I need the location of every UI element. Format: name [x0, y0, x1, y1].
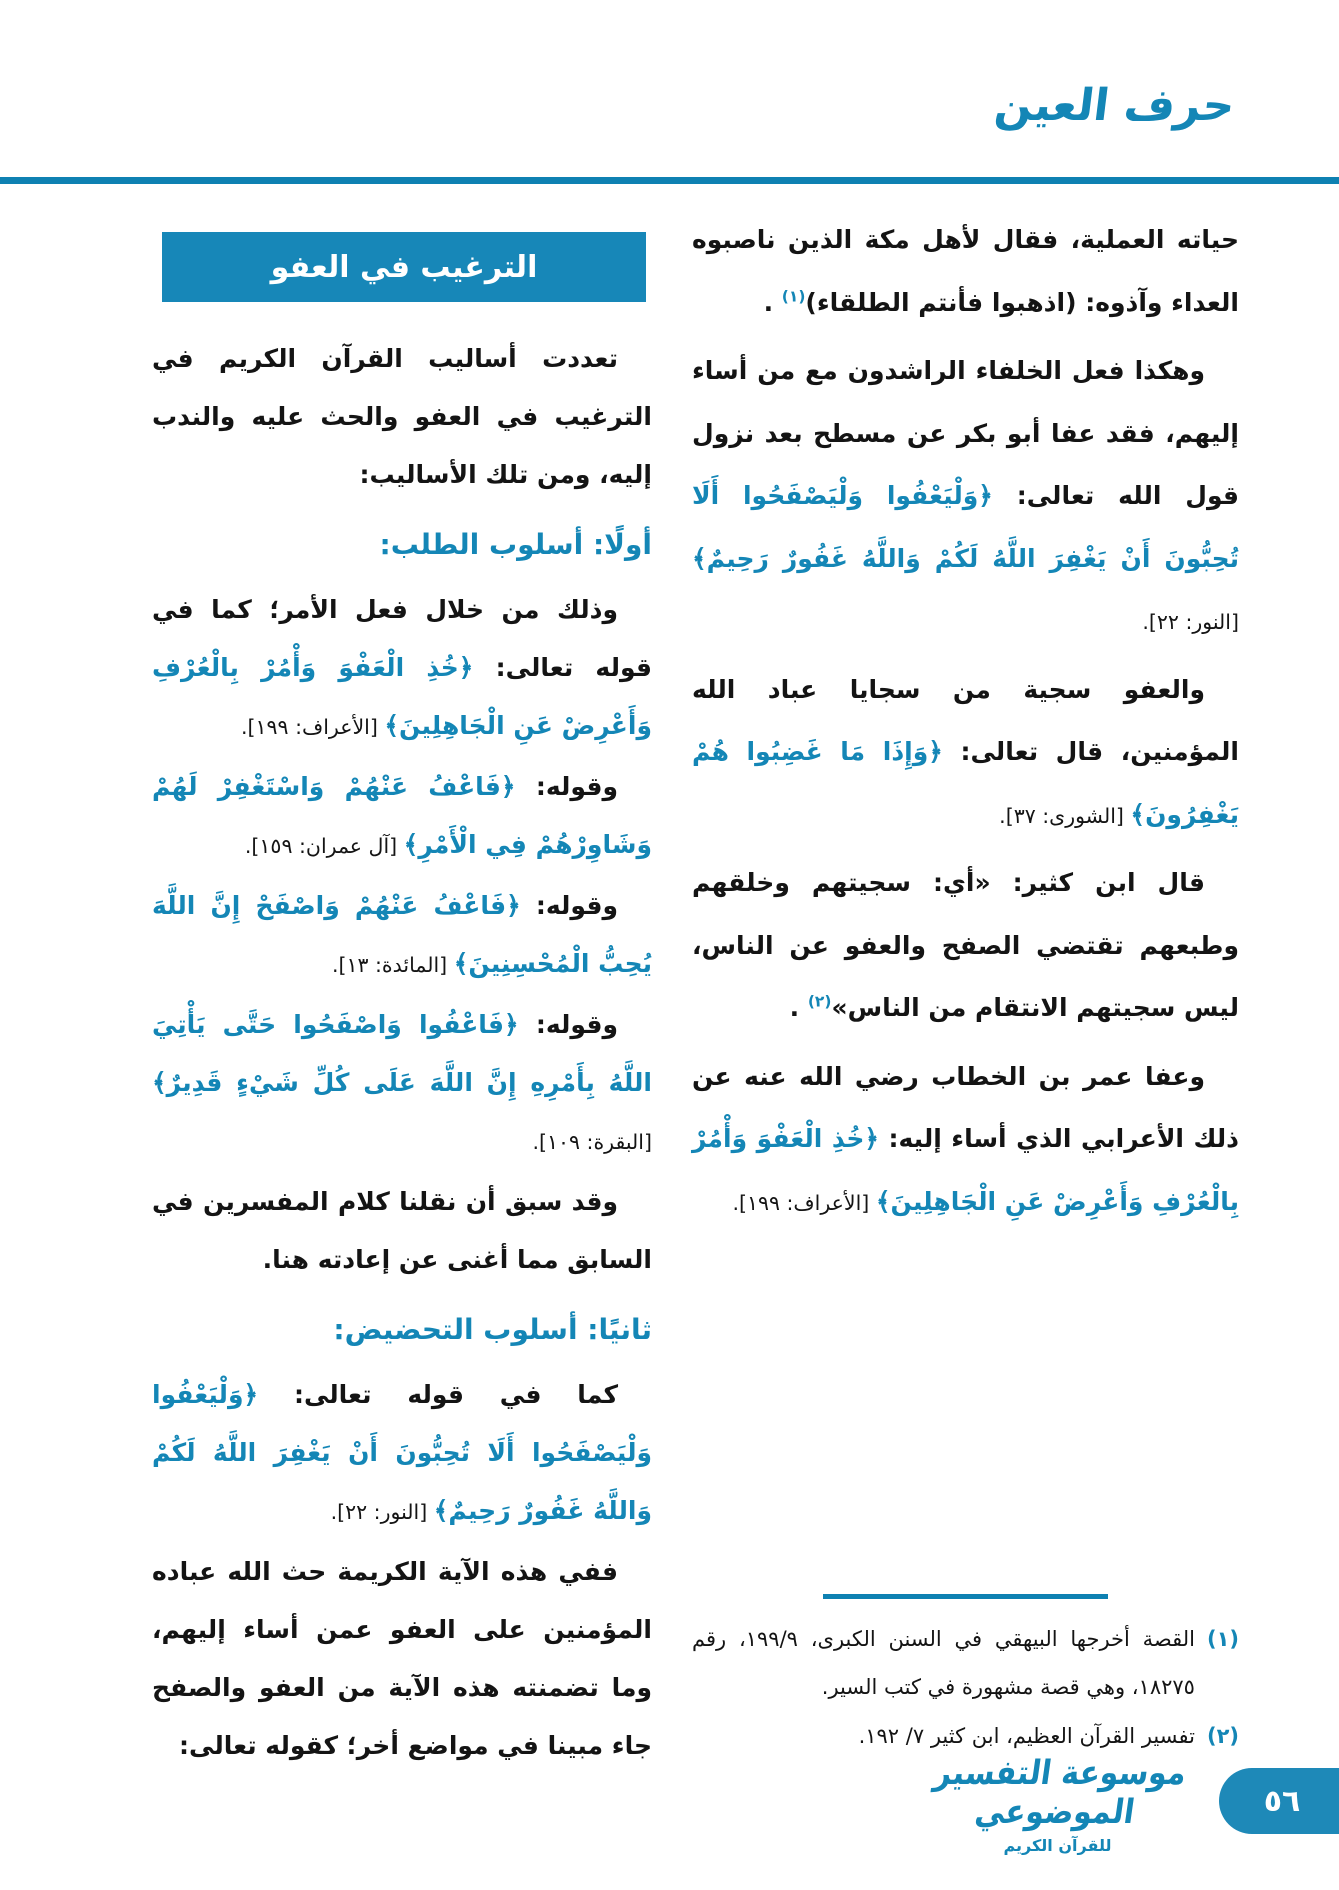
- chapter-title: حرف العين: [992, 80, 1239, 131]
- paragraph: ففي هذه الآية الكريمة حث الله عباده المؤمنين على العفو عمن أساء إليهم، وما تضمنته هذه الآية من العفو والصفح جاء مبينا في مواضع أخر؛ كقوله تعالى:: [152, 1557, 652, 1761]
- paragraph: كما في قوله تعالى: ﴿وَلْيَعْفُوا وَلْيَصْفَحُوا أَلَا تُحِبُّونَ أَنْ يَغْفِرَ اللَّهُ لَكُمْ وَاللَّهُ غَفُورٌ رَحِيمٌ﴾ [النور: ٢٢].: [152, 1380, 652, 1526]
- footnotes-block: [692, 1594, 1239, 1766]
- paragraph: وقوله: ﴿فَاعْفُوا وَاصْفَحُوا حَتَّى يَأْتِيَ اللَّهُ بِأَمْرِهِ إِنَّ اللَّهَ عَلَى كُلِّ شَيْءٍ قَدِيرٌ﴾ [البقرة: ١٠٩].: [152, 1010, 652, 1155]
- paragraph: وقوله: ﴿فَاعْفُ عَنْهُمْ وَاسْتَغْفِرْ لَهُمْ وَشَاوِرْهُمْ فِي الْأَمْرِ﴾ [آل عمران: ١٥٩].: [152, 772, 652, 860]
- footnote-marker: (٢): [1206, 1723, 1239, 1748]
- publisher-logo-subtitle: للقرآن الكريم: [1003, 1836, 1112, 1855]
- footnote: [692, 1615, 1239, 1712]
- paragraph: وعفا عمر بن الخطاب رضي الله عنه عن ذلك الأعرابي الذي أساء إليه: ﴿خُذِ الْعَفْوَ وَأْمُرْ بِالْعُرْفِ وَأَعْرِضْ عَنِ الْجَاهِلِينَ﴾ [الأعراف: ١٩٩].: [692, 1061, 1239, 1216]
- column-right: [692, 206, 1239, 1766]
- content-columns: [152, 206, 1239, 1766]
- paragraph: قال ابن كثير: «أي: سجيتهم وخلقهم وطبعهم تقتضي الصفح والعفو عن الناس، ليس سجيتهم الانتقام من الناس»$^{(٢)}$ .: [692, 868, 1239, 1022]
- footnote-marker: (١): [1206, 1627, 1239, 1652]
- publisher-logo-title: موسوعة التفسير الموضوعي: [931, 1753, 1189, 1833]
- footnote-text: تفسير القرآن العظيم، ابن كثير ٧/ ١٩٢.: [858, 1723, 1195, 1748]
- paragraph: والعفو سجية من سجايا عباد الله المؤمنين، قال تعالى: ﴿وَإِذَا مَا غَضِبُوا هُمْ يَغْفِرُونَ﴾ [الشورى: ٣٧].: [692, 674, 1239, 829]
- paragraph: تعددت أساليب القرآن الكريم في الترغيب في العفو والحث عليه والندب إليه، ومن تلك الأساليب:: [152, 344, 652, 489]
- paragraph: وهكذا فعل الخلفاء الراشدون مع من أساء إليهم، فقد عفا أبو بكر عن مسطح بعد نزول قول الله تعالى: ﴿وَلْيَعْفُوا وَلْيَصْفَحُوا أَلَا تُحِبُّونَ أَنْ يَغْفِرَ اللَّهُ لَكُمْ وَاللَّهُ غَفُورٌ رَحِيمٌ﴾ [النور: ٢٢].: [692, 356, 1239, 634]
- paragraph: حياته العملية، فقال لأهل مكة الذين ناصبوه العداء وآذوه: (اذهبوا فأنتم الطلقاء)$^{(١)}$ .: [692, 225, 1239, 317]
- publisher-logo: [930, 1753, 1189, 1855]
- paragraph: وذلك من خلال فعل الأمر؛ كما في قوله تعالى: ﴿خُذِ الْعَفْوَ وَأْمُرْ بِالْعُرْفِ وَأَعْرِضْ عَنِ الْجَاهِلِينَ﴾ [الأعراف: ١٩٩].: [152, 595, 653, 741]
- column-left: [152, 206, 652, 1766]
- paragraph: وقد سبق أن نقلنا كلام المفسرين في السابق مما أغنى عن إعادته هنا.: [152, 1187, 652, 1275]
- footnote-text: القصة أخرجها البيهقي في السنن الكبرى، ١٩٩/٩، رقم ١٨٢٧٥، وهي قصة مشهورة في كتب السير.: [692, 1627, 1195, 1700]
- paragraph: وقوله: ﴿فَاعْفُ عَنْهُمْ وَاصْفَحْ إِنَّ اللَّهَ يُحِبُّ الْمُحْسِنِينَ﴾ [المائدة: ١٣].: [152, 891, 652, 979]
- subheading-first-method: أولًا: أسلوب الطلب:: [379, 528, 652, 561]
- page-number-badge: ٥٦: [1219, 1768, 1339, 1834]
- footnote: [692, 1712, 1239, 1760]
- footnote-separator: [823, 1594, 1108, 1599]
- section-title-box: الترغيب في العفو: [162, 232, 646, 302]
- header-rule: [0, 177, 1339, 184]
- subheading-second-method: ثانيًا: أسلوب التحضيض:: [333, 1313, 652, 1347]
